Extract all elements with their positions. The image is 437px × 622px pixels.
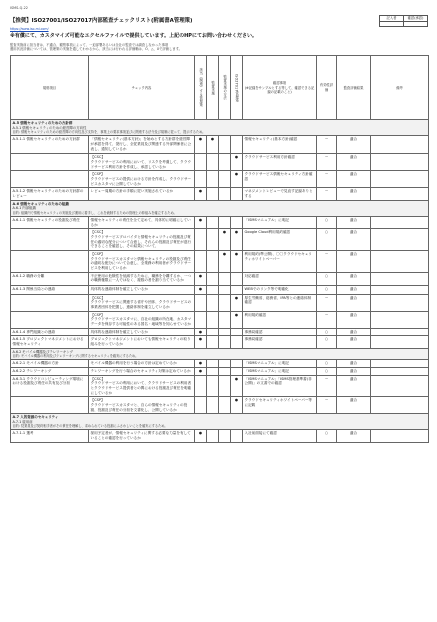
row-remarks-cell[interactable]	[371, 336, 429, 348]
intro-line: 運用状況評価については、管理策の実施を通してわかるから、該当には行われる評価軸は、O、△、Xで評価します。	[10, 47, 182, 52]
row-remarks-cell[interactable]	[371, 397, 429, 414]
row-mark-iso27017[interactable]: ●	[231, 294, 243, 311]
column-header-iso27017: ISO27017管理策	[231, 56, 243, 120]
row-item-cell[interactable]: A.6.3.1 クラウドコンピューティング環境における役割及び責任の共有及び分担	[11, 375, 89, 397]
table-row	[11, 171, 429, 188]
row-mark-related[interactable]	[195, 397, 207, 414]
document-id: ISMS-Q-22	[10, 6, 28, 10]
row-mark-audit[interactable]	[207, 216, 219, 228]
row-item-cell[interactable]: A.6.1.1 情報セキュリティの役割及び責任	[11, 216, 89, 228]
row-mark-audit[interactable]	[207, 188, 219, 200]
row-item-cell[interactable]	[11, 250, 89, 272]
row-check-cell[interactable]: モバイル機器の利用を行う場合の方針は定めているか	[89, 360, 195, 368]
row-remarks-cell[interactable]	[371, 375, 429, 397]
intro-text	[10, 43, 428, 53]
row-item-cell[interactable]	[11, 171, 89, 188]
row-mark-related[interactable]	[195, 171, 207, 188]
row-remarks-cell[interactable]	[371, 285, 429, 294]
row-mark-method[interactable]: ●	[219, 229, 231, 251]
row-result-cell[interactable]: 適合	[337, 430, 371, 442]
row-mark-method[interactable]	[219, 188, 231, 200]
row-result-cell[interactable]: 適合	[337, 311, 371, 328]
approval-cell-confirm[interactable]	[404, 21, 428, 27]
row-effectiveness-cell[interactable]: ○	[317, 285, 337, 294]
customization-notice: ※有償にて、カスタマイズ可能なエクセルファイルで提供しています。上記のHPにてお問い合わせください。	[10, 33, 257, 40]
row-effectiveness-cell[interactable]: ー	[317, 311, 337, 328]
row-result-cell[interactable]: 適合	[337, 285, 371, 294]
row-evidence-cell[interactable]: クラウドサービス利用方針確認	[243, 154, 317, 171]
row-mark-audit[interactable]	[207, 336, 219, 348]
row-mark-iso27017[interactable]	[231, 285, 243, 294]
row-mark-method[interactable]	[219, 311, 231, 328]
row-evidence-cell[interactable]: 利用規約確認	[243, 311, 317, 328]
row-check-cell[interactable]: 具体的な連絡体制を確立しているか	[89, 328, 195, 336]
row-evidence-cell[interactable]: クラウドセキュリティホワイトペーパー等に記載	[243, 397, 317, 414]
row-effectiveness-cell[interactable]: ○	[317, 360, 337, 368]
row-mark-method[interactable]	[219, 367, 231, 375]
row-mark-related[interactable]	[195, 250, 207, 272]
row-mark-related[interactable]: ●	[195, 430, 207, 442]
approval-label-writer: 記入者	[380, 16, 404, 22]
row-check-cell[interactable]: プロジェクトマネジメントにおいても情報セキュリティの取り組みを行っているか	[89, 336, 195, 348]
row-evidence-cell[interactable]: 「ISMSマニュアル」に明記	[243, 360, 317, 368]
row-mark-iso27017[interactable]	[231, 430, 243, 442]
row-remarks-cell[interactable]	[371, 272, 429, 285]
table-row	[11, 328, 429, 336]
row-result-cell[interactable]: 適合	[337, 272, 371, 285]
row-evidence-cell[interactable]: WEBでのリンク等で明確化	[243, 285, 317, 294]
row-check-cell[interactable]: 【CSC】 クラウドサービスの利用において、クラウドサービスの利用者とクラウドサービス提供者との間における役割及び責任を明確にしているか	[89, 375, 195, 397]
row-check-cell[interactable]: 「情報セキュリティ(基本方針)」を始めとする方針群を経営陣が承認を得て、発行し、全従業員及び関連する外部関係者に公表し、通知しているか	[89, 136, 195, 154]
row-mark-method[interactable]	[219, 154, 231, 171]
row-remarks-cell[interactable]	[371, 229, 429, 251]
subsection-objective: 目的: 情報セキュリティのための経営陣の方向性及び支持を、事業上の要求事項並びに関連する法令及び規制に従って、提示するため。	[12, 130, 206, 135]
row-item-cell[interactable]	[11, 294, 89, 311]
row-check-cell[interactable]: テレワーキングを行う場合のセキュリティ対策は定めているか	[89, 367, 195, 375]
section-header-row	[11, 414, 429, 430]
row-mark-method[interactable]	[219, 216, 231, 228]
row-mark-audit[interactable]	[207, 250, 219, 272]
row-item-cell[interactable]: A.6.1.5 プロジェクトマネジメントにおける情報セキュリティ	[11, 336, 89, 348]
table-row	[11, 154, 429, 171]
row-evidence-cell[interactable]: 対応確認	[243, 272, 317, 285]
title-row	[10, 15, 428, 31]
row-effectiveness-cell[interactable]: ー	[317, 171, 337, 188]
row-mark-method[interactable]	[219, 285, 231, 294]
row-effectiveness-cell[interactable]: ー	[317, 375, 337, 397]
row-evidence-cell[interactable]: 事務局確認	[243, 336, 317, 348]
row-mark-audit[interactable]	[207, 229, 219, 251]
row-effectiveness-cell[interactable]: ○	[317, 216, 337, 228]
row-mark-iso27017[interactable]: ●	[231, 375, 243, 397]
column-header-audit-method: 監査実施の方法	[219, 56, 231, 120]
row-mark-audit[interactable]	[207, 154, 219, 171]
row-item-cell[interactable]	[11, 154, 89, 171]
row-check-cell[interactable]: 【CSP】 クラウドサービスカスタマと、自らの情報セキュリティの役割、役割及び責任の分担を文書化し、公開しているか	[89, 397, 195, 414]
section-title: A.7 人的資源のセキュリティ	[12, 415, 59, 420]
row-item-cell[interactable]: A.6.1.2 職務の分離	[11, 272, 89, 285]
row-mark-audit[interactable]	[207, 375, 219, 397]
row-remarks-cell[interactable]	[371, 328, 429, 336]
subsection-title: A.7.1 雇用前	[12, 419, 33, 424]
row-effectiveness-cell[interactable]: ○	[317, 229, 337, 251]
table-row	[11, 250, 429, 272]
section-header-row	[11, 200, 429, 216]
row-check-cell[interactable]: 【CSC】 クラウドサービスの利用において、リスクを考慮して、クラウドサービス利用方針を作成し、承認しているか	[89, 154, 195, 171]
row-remarks-cell[interactable]	[371, 171, 429, 188]
row-evidence-cell[interactable]: 利用規約(準公開)、〇〇クラウドセキュリティホワイトペーパー	[243, 250, 317, 272]
row-result-cell[interactable]: 適合	[337, 336, 371, 348]
checklist-page	[10, 6, 428, 443]
subsection-objective: 目的: モバイル機器の利用及びテレワーキングに関するセキュリティを確実にするため。	[12, 354, 139, 359]
row-mark-related[interactable]: ●	[195, 367, 207, 375]
table-body	[11, 120, 429, 442]
table-row	[11, 397, 429, 414]
approval-cell-writer[interactable]	[380, 21, 404, 27]
row-mark-related[interactable]: ●	[195, 336, 207, 348]
row-mark-audit[interactable]	[207, 171, 219, 188]
column-header-remarks: 備考	[371, 56, 429, 120]
row-mark-related[interactable]	[195, 375, 207, 397]
approval-box	[379, 15, 428, 27]
intro-line: 監査実施前に担当者は、不適合、観察事項によって、一迫部署あるいは全社の監査では調査しなかった事項	[10, 42, 169, 47]
row-result-cell[interactable]: 適合	[337, 397, 371, 414]
row-result-cell[interactable]: 適合	[337, 216, 371, 228]
row-remarks-cell[interactable]	[371, 367, 429, 375]
table-row	[11, 216, 429, 228]
row-mark-iso27017[interactable]: ●	[231, 397, 243, 414]
row-effectiveness-cell[interactable]: ー	[317, 250, 337, 272]
column-header-item: 規格項目	[11, 56, 89, 120]
row-evidence-cell[interactable]: 「ISMSマニュアル」に明記	[243, 216, 317, 228]
row-mark-related[interactable]: ●	[195, 272, 207, 285]
section-header-cell	[11, 348, 429, 360]
row-mark-iso27017[interactable]	[231, 272, 243, 285]
row-mark-related[interactable]	[195, 154, 207, 171]
row-result-cell[interactable]: 適合	[337, 188, 371, 200]
row-evidence-cell[interactable]: 入社前面接にて確認	[243, 430, 317, 442]
row-mark-method[interactable]: ●	[219, 250, 231, 272]
header-row	[11, 56, 429, 120]
row-item-cell[interactable]: A.5.1.1 情報セキュリティのための方針群	[11, 136, 89, 154]
row-result-cell[interactable]: 適合	[337, 154, 371, 171]
row-mark-audit[interactable]	[207, 285, 219, 294]
row-mark-audit[interactable]	[207, 397, 219, 414]
row-item-cell[interactable]	[11, 397, 89, 414]
row-result-cell[interactable]: 適合	[337, 328, 371, 336]
subsection-title: A.5.1 情報セキュリティのための経営陣の方向性	[12, 125, 87, 130]
row-mark-related[interactable]	[195, 311, 207, 328]
row-evidence-cell[interactable]: 「ISMSマニュアル」「ISMS管理基準書(非公開)」の文書での確認	[243, 375, 317, 397]
row-mark-related[interactable]: ●	[195, 136, 207, 154]
row-remarks-cell[interactable]	[371, 136, 429, 154]
row-mark-method[interactable]	[219, 430, 231, 442]
row-evidence-cell[interactable]: クラウドサービス情報セキュリティ方針確認	[243, 171, 317, 188]
row-mark-related[interactable]: ●	[195, 216, 207, 228]
approval-label-confirm: 確認(承認)	[404, 16, 428, 22]
row-item-cell[interactable]: A.5.1.2 情報セキュリティのための方針群のレビュー	[11, 188, 89, 200]
row-check-cell[interactable]: 【CSC】 クラウドサービスに関連する省庁や団体、クラウドサービスの事業者団体を把握し、連絡体制を確立しているか	[89, 294, 195, 311]
subsection-objective: 目的: 組織内で情報セキュリティの実施及び運用に着手し、これを統制するための管理上の枠組みを確立するため。	[12, 210, 177, 215]
row-item-cell[interactable]: A.6.1.3 関係当局との連絡	[11, 285, 89, 294]
row-item-cell[interactable]	[11, 229, 89, 251]
row-mark-iso27017[interactable]: ●	[231, 229, 243, 251]
table-row	[11, 375, 429, 397]
row-item-cell[interactable]: A.6.2.1 モバイル機器の方針	[11, 360, 89, 368]
row-check-cell[interactable]: 具体的な連絡体制を確立しているか	[89, 285, 195, 294]
subsection-title: A.6.2 モバイル機器及びテレワーキング	[12, 349, 73, 354]
row-result-cell[interactable]: 適合	[337, 136, 371, 154]
row-mark-method[interactable]	[219, 336, 231, 348]
table-row	[11, 188, 429, 200]
table-row	[11, 336, 429, 348]
row-mark-iso27017[interactable]	[231, 188, 243, 200]
row-result-cell[interactable]: 適合	[337, 229, 371, 251]
row-check-cell[interactable]: レビュー周期の方針の手順に従い実施されているか	[89, 188, 195, 200]
subsection-title: A.6.1 内部組織	[12, 206, 36, 211]
section-title: A.6 情報セキュリティのための組織	[12, 201, 69, 206]
row-mark-iso27017[interactable]: ●	[231, 171, 243, 188]
website-link[interactable]: https://www.iso-mi.com/	[10, 27, 49, 32]
row-result-cell[interactable]: 適合	[337, 367, 371, 375]
table-row	[11, 229, 429, 251]
row-mark-related[interactable]	[195, 294, 207, 311]
row-mark-iso27017[interactable]	[231, 336, 243, 348]
row-mark-method[interactable]	[219, 136, 231, 154]
row-result-cell[interactable]: 適合	[337, 360, 371, 368]
row-remarks-cell[interactable]	[371, 294, 429, 311]
subsection-objective: 目的: 従業員及び契約相手者がその責任を理解し、求められている役割にふさわしいことを確実にするため。	[12, 424, 168, 429]
row-item-cell[interactable]: A.6.1.4 専門組織との連絡	[11, 328, 89, 336]
row-remarks-cell[interactable]	[371, 188, 429, 200]
row-mark-related[interactable]: ●	[195, 285, 207, 294]
row-mark-audit[interactable]	[207, 311, 219, 328]
row-result-cell[interactable]: 適合	[337, 250, 371, 272]
row-check-cell[interactable]: 不正使用の危険性を低減するために、職務を分離するか、一つの職務権限に一人ではなく、複数の者を割り当てているか	[89, 272, 195, 285]
row-remarks-cell[interactable]	[371, 360, 429, 368]
row-mark-iso27017[interactable]: ●	[231, 311, 243, 328]
row-mark-iso27017[interactable]: ●	[231, 250, 243, 272]
table-row	[11, 294, 429, 311]
row-evidence-cell[interactable]: 情報セキュリティ(基本方針)確認	[243, 136, 317, 154]
table-row	[11, 360, 429, 368]
row-mark-iso27017[interactable]	[231, 360, 243, 368]
row-mark-audit[interactable]	[207, 360, 219, 368]
document-title: 【推奨】ISO27001/ISO27017内部監査チェックリスト(附属書A管理策)	[10, 18, 193, 24]
table-row	[11, 430, 429, 442]
row-mark-iso27017[interactable]	[231, 216, 243, 228]
column-header-audit: 監査実施	[207, 56, 219, 120]
row-remarks-cell[interactable]	[371, 216, 429, 228]
row-mark-method[interactable]	[219, 328, 231, 336]
row-remarks-cell[interactable]	[371, 311, 429, 328]
row-remarks-cell[interactable]	[371, 430, 429, 442]
row-effectiveness-cell[interactable]: ○	[317, 272, 337, 285]
row-mark-method[interactable]	[219, 397, 231, 414]
row-mark-audit[interactable]: ●	[207, 136, 219, 154]
row-mark-iso27017[interactable]: ●	[231, 154, 243, 171]
row-result-cell[interactable]: 適合	[337, 294, 371, 311]
row-mark-method[interactable]	[219, 171, 231, 188]
column-header-check: チェック内容	[89, 56, 195, 120]
row-item-cell[interactable]: A.6.2.2 テレワーキング	[11, 367, 89, 375]
row-mark-audit[interactable]	[207, 367, 219, 375]
row-effectiveness-cell[interactable]: ○	[317, 430, 337, 442]
row-mark-audit[interactable]	[207, 294, 219, 311]
row-evidence-cell[interactable]: 「ISMSマニュアル」に明記	[243, 367, 317, 375]
column-header-related: 該当（関連）する管理策	[195, 56, 207, 120]
column-header-evidence: 確認事項 (※記録をサンプルとする等して、確認できる記録の記載のこと)	[243, 56, 317, 120]
row-evidence-cell[interactable]: Google Cloud利用規約確認	[243, 229, 317, 251]
row-mark-related[interactable]: ●	[195, 360, 207, 368]
row-mark-iso27017[interactable]	[231, 367, 243, 375]
table-row	[11, 136, 429, 154]
row-result-cell[interactable]: 適合	[337, 375, 371, 397]
section-title: A.5 情報セキュリティのための方針群	[12, 121, 73, 126]
row-mark-audit[interactable]	[207, 430, 219, 442]
row-effectiveness-cell[interactable]: ー	[317, 397, 337, 414]
row-evidence-cell[interactable]: 厚生労働省、総務省、IPA等との連絡体制確認	[243, 294, 317, 311]
table-row	[11, 285, 429, 294]
row-effectiveness-cell[interactable]: ○	[317, 336, 337, 348]
table-row	[11, 311, 429, 328]
row-effectiveness-cell[interactable]: ー	[317, 154, 337, 171]
row-mark-method[interactable]	[219, 294, 231, 311]
row-mark-audit[interactable]	[207, 328, 219, 336]
row-remarks-cell[interactable]	[371, 250, 429, 272]
row-mark-method[interactable]	[219, 272, 231, 285]
table-row	[11, 367, 429, 375]
row-mark-related[interactable]: ●	[195, 188, 207, 200]
row-mark-iso27017[interactable]	[231, 328, 243, 336]
row-evidence-cell[interactable]: 事務局確認	[243, 328, 317, 336]
row-mark-related[interactable]: ●	[195, 328, 207, 336]
row-mark-iso27017[interactable]	[231, 136, 243, 154]
row-evidence-cell[interactable]: マネジメントレビューで見直す記録ありとする	[243, 188, 317, 200]
row-remarks-cell[interactable]	[371, 154, 429, 171]
row-mark-related[interactable]	[195, 229, 207, 251]
section-header-cell	[11, 414, 429, 430]
row-result-cell[interactable]: 適合	[337, 171, 371, 188]
row-check-cell[interactable]: 【CSP】 クラウドサービスカスタマと情報セキュリティの役割及び責任の適切な配分について合意し、全業務の利用者がクラウドサービスを利用しているか	[89, 250, 195, 272]
row-effectiveness-cell[interactable]: ○	[317, 367, 337, 375]
section-header-row	[11, 348, 429, 360]
column-header-result: 監査評価結果	[337, 56, 371, 120]
section-header-cell	[11, 200, 429, 216]
row-effectiveness-cell[interactable]: ー	[317, 188, 337, 200]
row-effectiveness-cell[interactable]: ー	[317, 136, 337, 154]
row-check-cell[interactable]: 情報セキュリティの責任を全て定めて、具体的に明確にしているか	[89, 216, 195, 228]
row-effectiveness-cell[interactable]: ○	[317, 328, 337, 336]
row-check-cell[interactable]: 【CSC】 クラウドサービスプロバイダと情報セキュリティの役割及び責任の適切な配分について合意し、それらの役割及び責任が遂行できることを確認し、その結果について、	[89, 229, 195, 251]
row-effectiveness-cell[interactable]: ー	[317, 294, 337, 311]
row-item-cell[interactable]: A.7.1.1 選考	[11, 430, 89, 442]
row-check-cell[interactable]: 【CSP】 クラウドサービスの提供における方針を作成し、クラウドサービスカスタマに公開しているか	[89, 171, 195, 188]
row-check-cell[interactable]: 【CSP】 クラウドサービスカスタマに、自社の組織の所在地、カスタマデータを保存する可能性のある国名・地域等を知らせているか	[89, 311, 195, 328]
row-item-cell[interactable]	[11, 311, 89, 328]
checklist-table	[10, 55, 429, 442]
row-check-cell[interactable]: 採用予定者が、情報セキュリティに関する必要な力量を有していることの確認を行っているか	[89, 430, 195, 442]
column-header-effectiveness: 有効性評価	[317, 56, 337, 120]
section-header-row	[11, 120, 429, 136]
section-header-cell	[11, 120, 429, 136]
row-mark-audit[interactable]	[207, 272, 219, 285]
table-row	[11, 272, 429, 285]
row-mark-method[interactable]	[219, 375, 231, 397]
row-mark-method[interactable]	[219, 360, 231, 368]
